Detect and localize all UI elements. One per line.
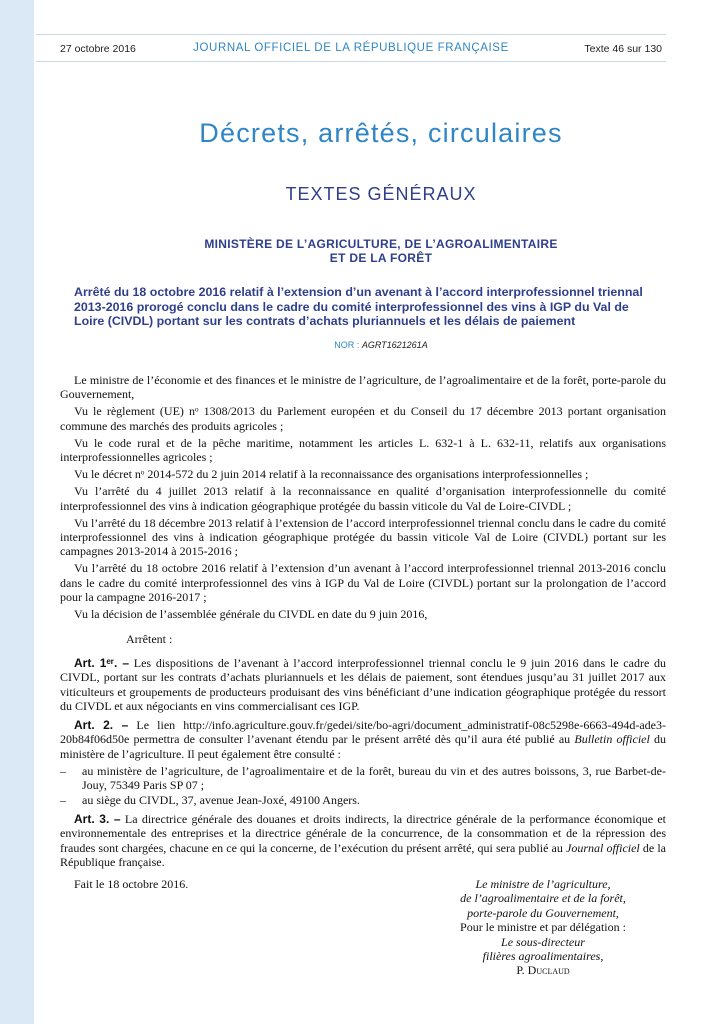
ministry-line-1: MINISTÈRE DE L’AGRICULTURE, DE L’AGROALIMENTAIRE bbox=[204, 237, 558, 251]
list-item-text: au ministère de l’agriculture, de l’agroalimentaire et de la forêt, bureau du vin et des autres boissons, 3, rue Barbet-de-Jouy, 75349 Paris SP 07 ; bbox=[82, 763, 666, 792]
consultation-list bbox=[60, 764, 666, 808]
decree-title bbox=[74, 285, 666, 329]
header-date: 27 octobre 2016 bbox=[60, 43, 136, 55]
article-2 bbox=[60, 718, 666, 761]
rubric-title: Décrets, arrêtés, circulaires bbox=[199, 118, 563, 148]
signature-line-5: Le sous-directeur bbox=[501, 934, 585, 949]
article-1-label: Art. 1ᵉʳ. – bbox=[74, 656, 130, 671]
ministry-heading bbox=[36, 237, 725, 265]
article-3 bbox=[60, 812, 666, 870]
bulletin-officiel-text: Bulletin officiel bbox=[574, 732, 650, 747]
article-3-label: Art. 3. – bbox=[74, 811, 121, 826]
arretent-line: Arrêtent : bbox=[126, 631, 173, 646]
signature-line-1: Le ministre de l’agriculture, bbox=[475, 877, 611, 891]
preamble-paragraph: Vu le décret nᵒ 2014-572 du 2 juin 2014 relatif à la reconnaissance des organisations interprofessionnelles ; bbox=[74, 467, 589, 482]
article-3-text-end: de la République française. bbox=[60, 840, 667, 869]
signatory-name bbox=[420, 963, 666, 977]
journal-header bbox=[36, 34, 666, 62]
journal-officiel-text: Journal officiel bbox=[566, 840, 640, 855]
signing-date: Fait le 18 octobre 2016. bbox=[74, 877, 189, 892]
article-1-text: Les dispositions de l’avenant à l’accord interprofessionnel triennal conclu le 9 juin 2016 dans le cadre du CIVDL, portant sur les contrats d’achats pluriannuels et les délais de paiement, sont étendues jusqu’au 31 juillet 2017 aux viticulteurs et groupements de producteurs produisant des vins bénéficiant d’une indication géographique protégée du ressort du CIVDL et aux négociants en vins commercialisant ces IGP. bbox=[60, 656, 666, 714]
list-item bbox=[60, 793, 666, 807]
preamble-paragraph: Le ministre de l’économie et des finances et le ministre de l’agriculture, de l’agroalimentaire et de la forêt, porte-parole du Gouvernement, bbox=[60, 373, 666, 402]
signature-block bbox=[420, 877, 666, 978]
decree-title-line-1: Arrêté du 18 octobre 2016 relatif à l’extension d’un avenant à l’accord interprofessionnel triennal bbox=[74, 285, 643, 299]
section-title: TEXTES GÉNÉRAUX bbox=[285, 184, 477, 204]
ministry-line-2: ET DE LA FORÊT bbox=[329, 251, 433, 265]
list-dash: – bbox=[60, 793, 66, 808]
article-1 bbox=[60, 656, 666, 714]
page-left-band bbox=[0, 0, 34, 1024]
nor-reference bbox=[36, 340, 725, 350]
article-2-text: Le lien http://info.agriculture.gouv.fr/gedei/site/bo-agri/document_administratif-08c5298e-6663-494d-ade3-20b84f06d50e permettra de consulter l’avenant étendu par le présent arrêté dès qu’il aura été publié au bbox=[60, 717, 667, 747]
article-3-text: La directrice générale des douanes et droits indirects, la directrice générale de la performance économique et environnementale des entreprises et la directrice générale de la concurrence, de la consommation et de la répression des fraudes sont chargées, chacune en ce qui la concerne, de l’exécution du présent arrêté, qui sera publié au bbox=[60, 811, 667, 855]
nor-label: NOR : bbox=[334, 340, 360, 350]
signature-line-4: Pour le ministre et par délégation : bbox=[460, 920, 626, 935]
nor-code: AGRT1621261A bbox=[361, 340, 428, 350]
article-2-text-end: du ministère de l’agriculture. Il peut également être consulté : bbox=[60, 732, 667, 761]
signatory-initial: P. bbox=[516, 963, 525, 978]
header-journal-title: JOURNAL OFFICIEL DE LA RÉPUBLIQUE FRANÇAISE bbox=[193, 42, 509, 54]
preamble-paragraph: Vu le code rural et de la pêche maritime, notamment les articles L. 632-1 à L. 632-11, relatifs aux organisations interprofessionnelles agricoles ; bbox=[60, 435, 666, 465]
signature-line-2: de l’agroalimentaire et de la forêt, bbox=[460, 891, 626, 906]
signature-line-6: filières agroalimentaires, bbox=[482, 949, 604, 964]
signature-line-3: porte-parole du Gouvernement, bbox=[467, 905, 619, 920]
preamble-paragraph: Vu l’arrêté du 4 juillet 2013 relatif à la reconnaissance en qualité d’organisation interprofessionnelle du comité interprofessionnel des vins à indication géographique protégée du bassin viticole du Val de Loire-CIVDL ; bbox=[60, 484, 666, 513]
preamble-paragraph: Vu l’arrêté du 18 octobre 2016 relatif à l’extension d’un avenant à l’accord interprofessionnel triennal 2013-2016 conclu dans le cadre du comité interprofessionnel des vins à IGP du Val de Loire (CIVDL) portant sur la prolongation de l’accord pour la campagne 2016-2017 ; bbox=[60, 561, 666, 605]
list-item-text: au siège du CIVDL, 37, avenue Jean-Joxé, 49100 Angers. bbox=[82, 793, 360, 808]
preamble-paragraph: Vu le règlement (UE) nᵒ 1308/2013 du Parlement européen et du Conseil du 17 décembre 2013 portant organisation commune des marchés des produits agricoles ; bbox=[60, 404, 666, 433]
decree-title-line-2: 2013-2016 prorogé conclu dans le cadre du comité interprofessionnel des vins à IGP du Val de bbox=[74, 299, 629, 314]
decree-body bbox=[60, 373, 666, 894]
article-2-label: Art. 2. – bbox=[74, 717, 129, 732]
list-dash: – bbox=[60, 763, 66, 778]
preamble-paragraph: Vu l’arrêté du 18 décembre 2013 relatif à l’extension de l’accord interprofessionnel triennal conclu dans le cadre du comité interprofessionnel des vins à indication géographique protégée du bassin viticole Val de Loire (CIVDL) portant sur les campagnes 2013-2014 à 2015-2016 ; bbox=[60, 515, 666, 559]
signatory-surname: Duclaud bbox=[527, 963, 570, 978]
decree-title-line-3: Loire (CIVDL) portant sur les contrats d’achats pluriannuels et les délais de paiement bbox=[74, 314, 576, 329]
list-item bbox=[60, 764, 666, 793]
header-text-number: Texte 46 sur 130 bbox=[584, 43, 662, 55]
preamble-paragraph: Vu la décision de l’assemblée générale du CIVDL en date du 9 juin 2016, bbox=[74, 607, 428, 622]
